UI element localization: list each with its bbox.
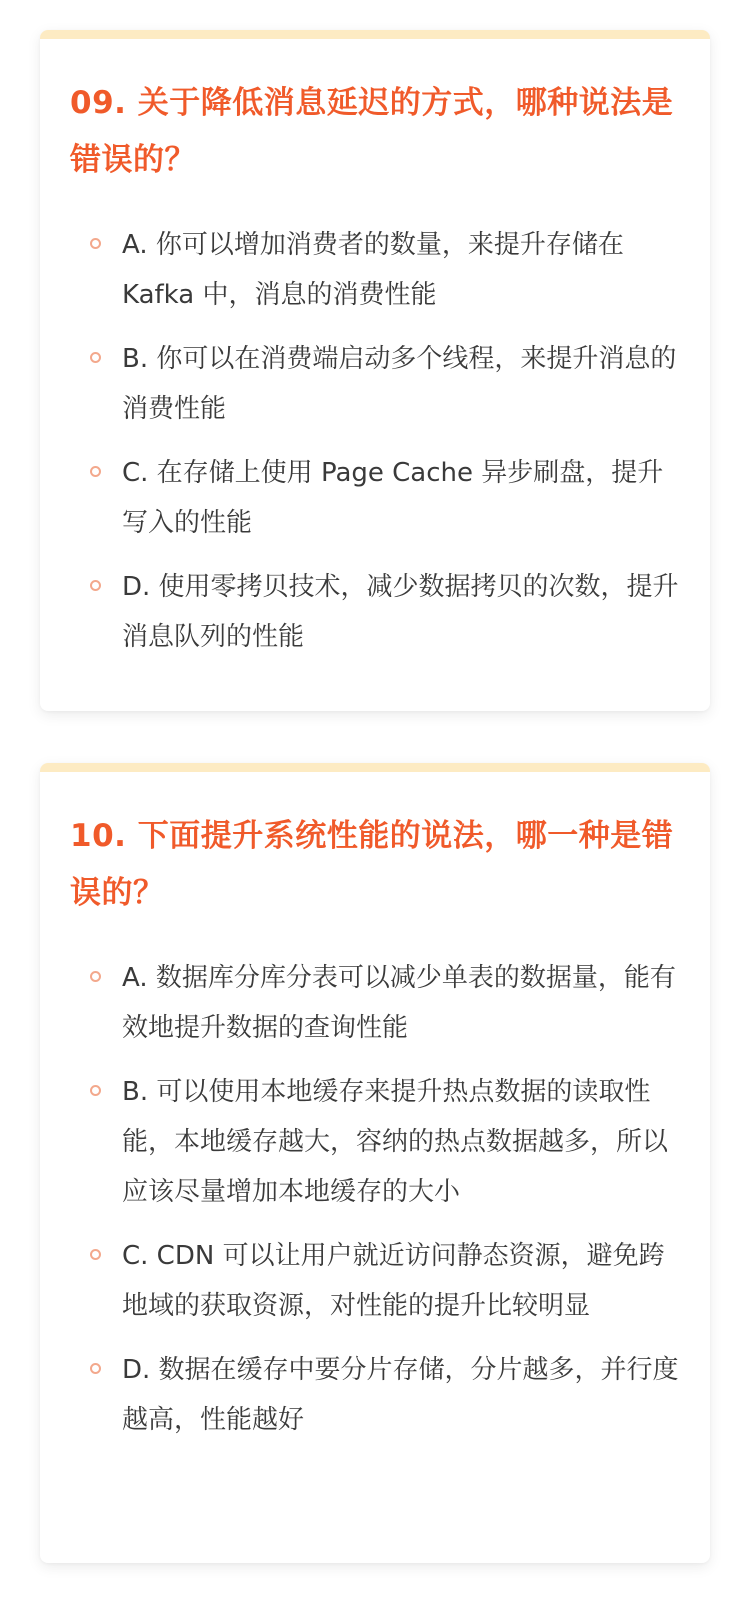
option-text: B. 你可以在消费端启动多个线程，来提升消息的消费性能	[122, 344, 677, 424]
question-card-09	[40, 30, 710, 711]
bullet-icon	[90, 1085, 101, 1096]
question-title: 10. 下面提升系统性能的说法，哪一种是错误的？	[70, 818, 674, 911]
option-d[interactable]	[90, 562, 682, 662]
bullet-icon	[90, 580, 101, 591]
question-title: 09. 关于降低消息延迟的方式，哪种说法是错误的？	[70, 85, 674, 178]
option-b[interactable]	[90, 334, 682, 434]
bullet-icon	[90, 238, 101, 249]
bullet-icon	[90, 1249, 101, 1260]
bullet-icon	[90, 971, 101, 982]
bullet-icon	[90, 352, 101, 363]
option-text: A. 你可以增加消费者的数量，来提升存储在 Kafka 中，消息的消费性能	[122, 230, 624, 310]
bullet-icon	[90, 1363, 101, 1374]
option-text: C. 在存储上使用 Page Cache 异步刷盘，提升写入的性能	[122, 458, 664, 538]
options-list	[90, 220, 682, 676]
bullet-icon	[90, 466, 101, 477]
option-text: B. 可以使用本地缓存来提升热点数据的读取性能，本地缓存越大，容纳的热点数据越多，所以应该尽量增加本地缓存的大小	[122, 1077, 669, 1207]
option-a[interactable]	[90, 220, 682, 320]
option-a[interactable]	[90, 953, 682, 1053]
option-text: D. 数据在缓存中要分片存储，分片越多，并行度越高，性能越好	[122, 1355, 679, 1435]
option-text: A. 数据库分库分表可以减少单表的数据量，能有效地提升数据的查询性能	[122, 963, 676, 1043]
option-b[interactable]	[90, 1067, 682, 1217]
option-c[interactable]	[90, 448, 682, 548]
option-text: D. 使用零拷贝技术，减少数据拷贝的次数，提升消息队列的性能	[122, 572, 679, 652]
option-d[interactable]	[90, 1345, 682, 1445]
option-text: C. CDN 可以让用户就近访问静态资源，避免跨地域的获取资源，对性能的提升比较明显	[122, 1241, 665, 1321]
question-card-10	[40, 763, 710, 1563]
option-c[interactable]	[90, 1231, 682, 1331]
options-list	[90, 953, 682, 1459]
